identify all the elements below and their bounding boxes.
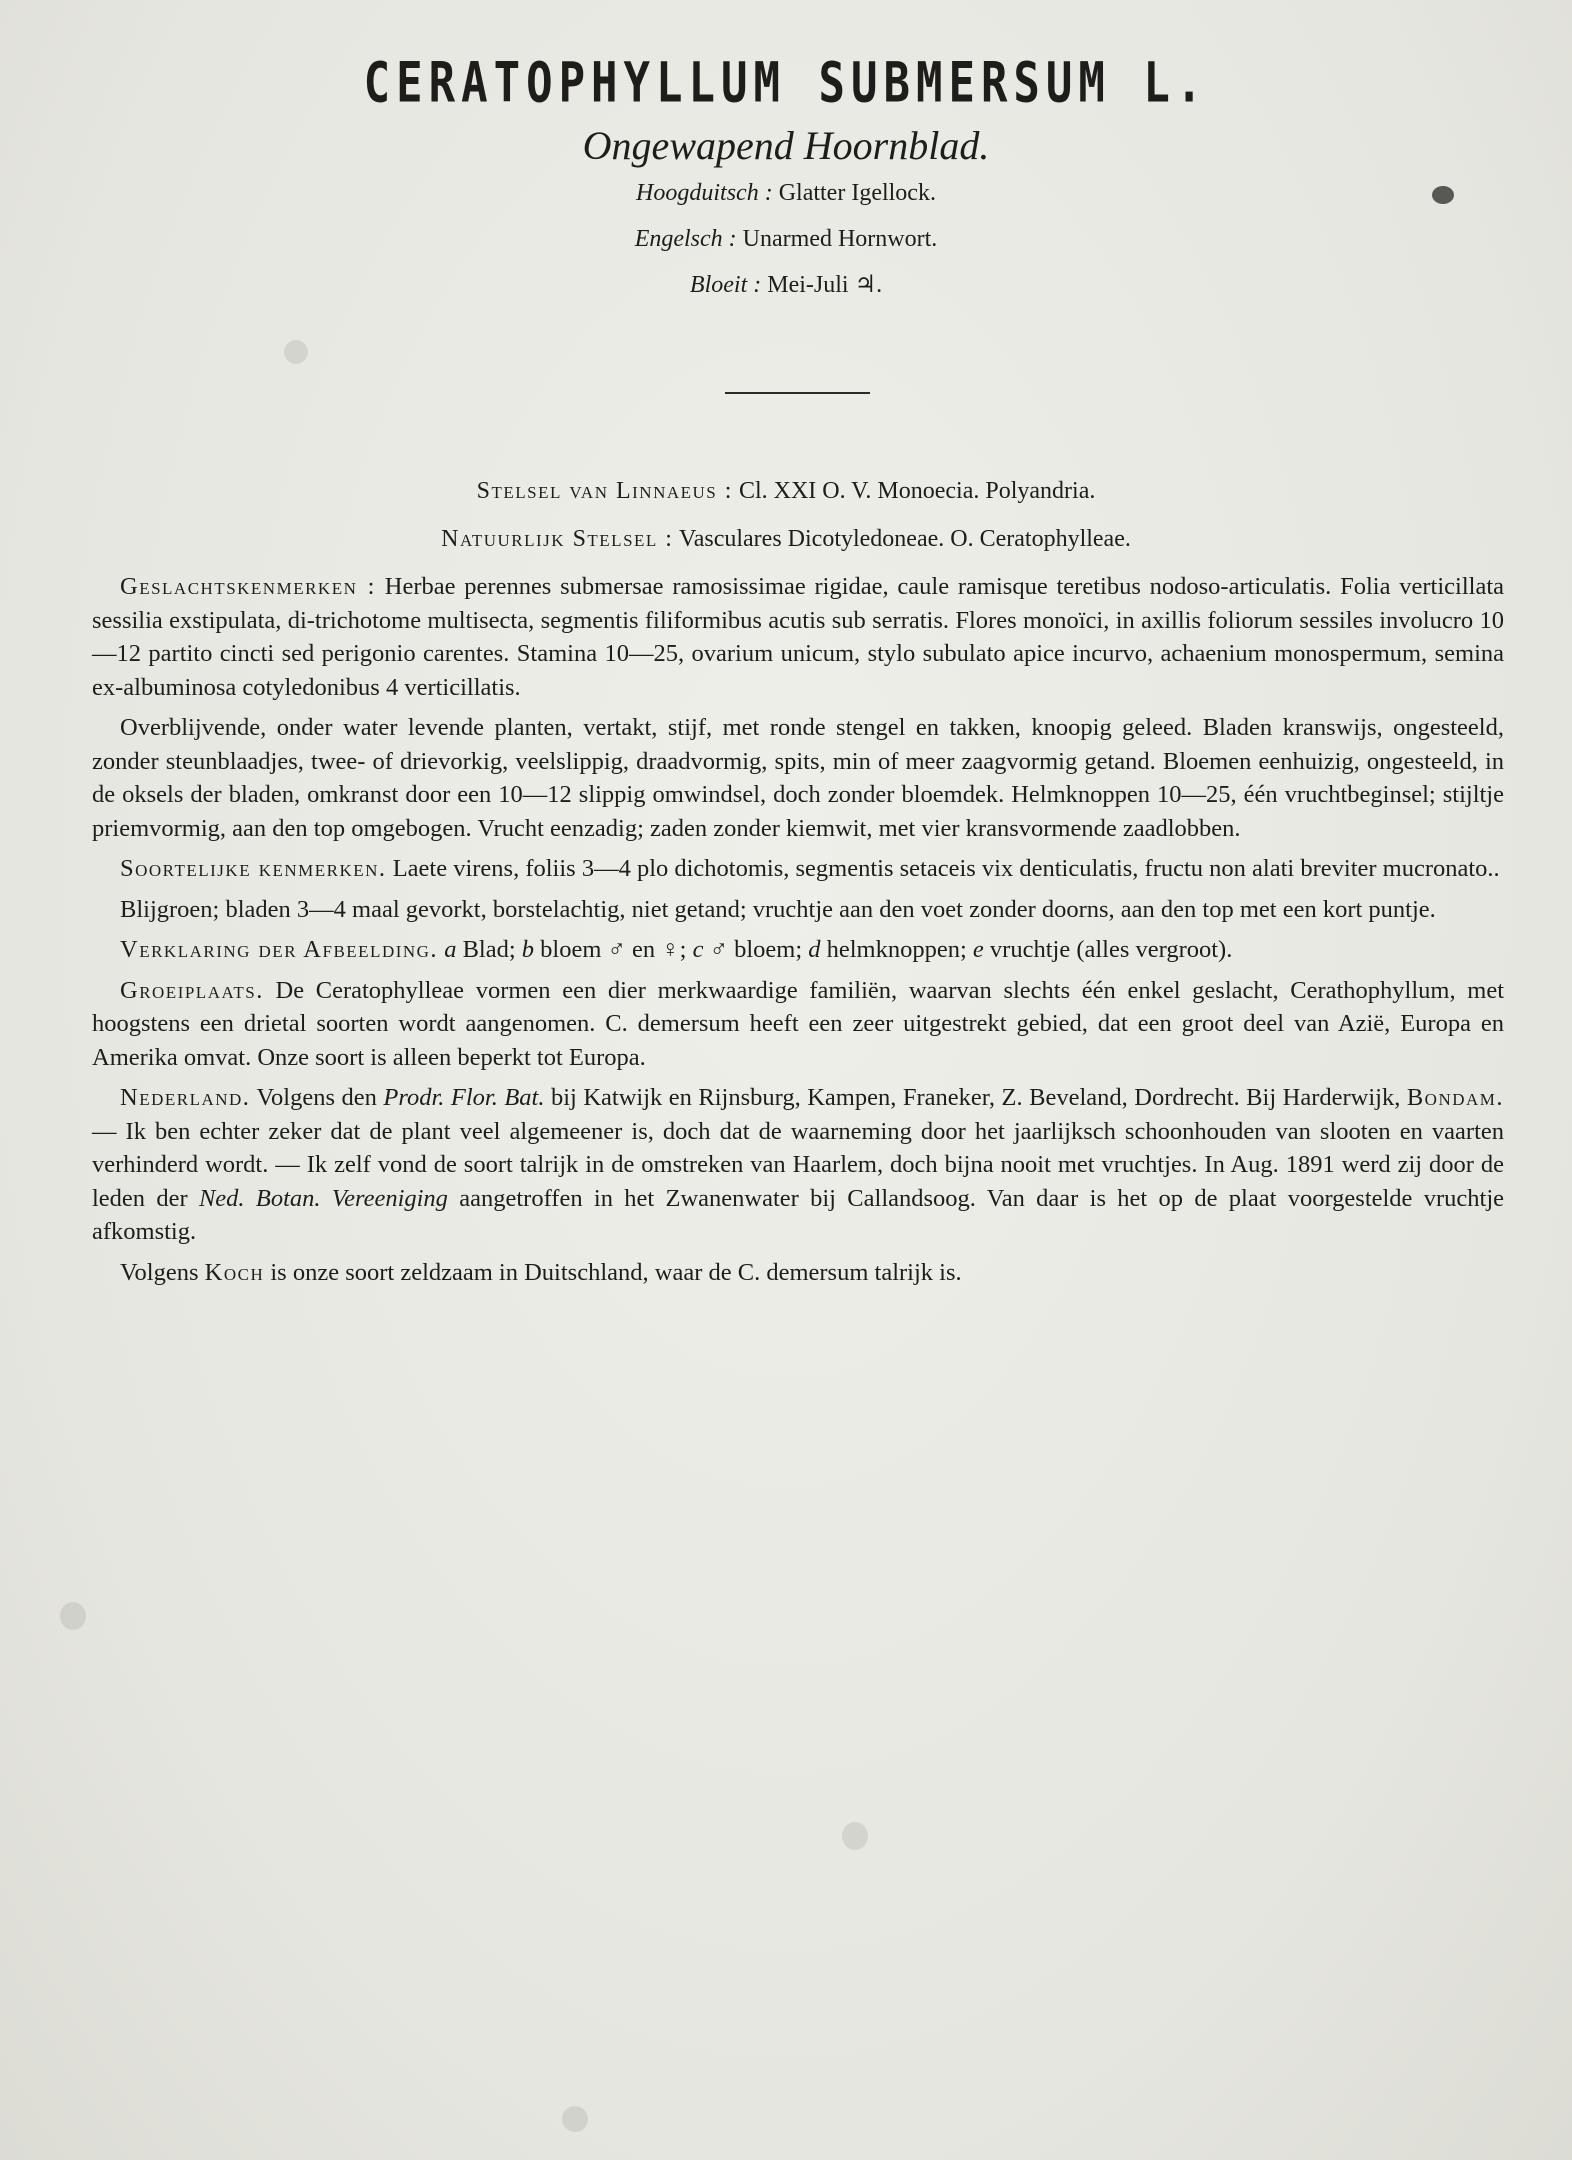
paper-stain — [60, 1602, 86, 1630]
natural-value: Vasculares Dicotyledoneae. O. Ceratophylleae. — [679, 526, 1131, 552]
natural-system — [0, 526, 1572, 553]
netherlands-text-1: Volgens den — [256, 1084, 377, 1111]
figure-text-c: ♂ bloem; — [709, 936, 803, 963]
figure-label: Verklaring der Afbeelding. — [120, 936, 439, 963]
linnaeus-system — [0, 478, 1572, 505]
bloom-value: Mei-Juli ♃. — [767, 272, 883, 298]
bloom-line — [0, 270, 1572, 299]
page-title: CERATOPHYLLUM SUBMERSUM L. — [363, 51, 1209, 116]
netherlands-text-4: aangetroffen in het Zwanenwater bij Callandsoog. Van daar is het op de plaat voorgestelde vruchtje afkomstig. — [92, 1184, 1505, 1245]
german-label: Hoogduitsch : — [636, 180, 773, 206]
figure-text-b: bloem ♂ en ♀; — [540, 936, 687, 963]
figure-key-d: d — [808, 936, 821, 963]
figure-key-b: b — [521, 936, 535, 963]
divider — [725, 392, 870, 394]
netherlands-text-2: bij Katwijk en Rijnsburg, Kampen, Franeker, Z. Beveland, Dordrecht. Bij Harderwijk, — [551, 1084, 1401, 1111]
english-label: Engelsch : — [634, 226, 737, 252]
habitat-text: De Ceratophylleae vormen een dier merkwaardige familiën, waarvan slechts één enkel geslacht, Cerathophyllum, met hoogstens een drietal soorten wordt aangenomen. C. demersum heeft een zeer uitgestrekt gebied, dat een groot deel van Azië, Europa en Amerika omvat. Onze soort is alleen beperkt tot Europa. — [92, 976, 1504, 1071]
paper-stain — [284, 340, 308, 364]
koch-paragraph — [92, 1256, 1504, 1290]
koch-name: Koch — [204, 1258, 265, 1286]
genus-dutch-paragraph: Overblijvende, onder water levende planten, vertakt, stijf, met ronde stengel en takken, knoopig geleed. Bladen kranswijs, ongesteeld, zonder steunblaadjes, twee- of drievorkig, veelslippig, draadvormig, spits, min of meer zaagvormig getand. Bloemen eenhuizig, ongesteeld, in de oksels der bladen, omkranst door een 10—12 slippig omwindsel, doch zonder bloemdek. Helmknoppen 10—25, één vruchtbeginsel; stijltje priemvormig, aan den top omgebogen. Vrucht eenzadig; zaden zonder kiemwit, met vier kransvormende zaadlobben. — [92, 714, 1504, 842]
koch-text-2: is onze soort zeldzaam in Duitschland, waar de C. demersum talrijk is. — [270, 1258, 962, 1286]
society-name: Ned. Botan. Vereeniging — [198, 1184, 448, 1212]
description-body — [92, 570, 1504, 1296]
german-value: Glatter Igellock. — [778, 180, 936, 206]
figure-text-e: vruchtje (alles vergroot). — [989, 936, 1233, 963]
habitat-label: Groeiplaats. — [120, 976, 264, 1004]
figure-key-e: e — [972, 936, 984, 963]
german-name-line — [0, 180, 1572, 207]
species-latin-paragraph — [92, 852, 1504, 886]
figure-key-a: a — [444, 936, 457, 963]
linnaeus-label: Stelsel van Linnaeus : — [476, 478, 733, 504]
figure-key-c: c — [692, 936, 704, 963]
paper-stain — [562, 2106, 588, 2132]
figure-explanation-paragraph — [92, 933, 1504, 967]
species-dutch-paragraph: Blijgroen; bladen 3—4 maal gevorkt, borstelachtig, niet getand; vruchtje aan den voet zonder doorns, aan den top met een kort puntje. — [120, 895, 1436, 923]
paper-stain — [842, 1822, 868, 1850]
netherlands-label: Nederland. — [120, 1084, 251, 1111]
genus-label: Geslachtskenmerken : — [120, 573, 376, 600]
species-latin-text: Laete virens, foliis 3—4 plo dichotomis, segmentis setaceis vix denticulatis, fructu non alati breviter mucronato.. — [392, 855, 1500, 882]
habitat-paragraph — [92, 974, 1504, 1075]
bloom-label: Bloeit : — [689, 272, 762, 298]
netherlands-text-3: — Ik ben echter zeker dat de plant veel algemeener is, doch dat de waarneming door het jaarlijksch schoonhouden van slooten en vaarten verhinderd wordt. — Ik zelf vond de soort talrijk in de omstreken van Haarlem, doch bijna nooit met vruchtjes. In Aug. 1891 werd zij door de leden der — [92, 1117, 1504, 1212]
linnaeus-value: Cl. XXI O. V. Monoecia. Polyandria. — [738, 478, 1096, 504]
figure-text-d: helmknoppen; — [826, 936, 967, 963]
english-value: Unarmed Hornwort. — [742, 226, 938, 252]
figure-text-a: Blad; — [462, 936, 516, 963]
prodromus-reference: Prodr. Flor. Bat. — [383, 1084, 545, 1111]
genus-latin-paragraph — [92, 570, 1504, 704]
koch-text-1: Volgens — [120, 1258, 199, 1286]
bondam-name: Bondam. — [1406, 1084, 1505, 1111]
page-subtitle: Ongewapend Hoornblad. — [582, 123, 990, 168]
natural-label: Natuurlijk Stelsel : — [441, 526, 674, 552]
species-label: Soortelijke kenmerken. — [120, 855, 387, 882]
english-name-line — [0, 226, 1572, 253]
netherlands-paragraph — [92, 1081, 1504, 1249]
genus-latin-text: Herbae perennes submersae ramosissimae rigidae, caule ramisque teretibus nodoso-articulatis. Folia verticillata sessilia exstipulata, di-trichotome multisecta, segmentis filiformibus acutis sub serratis. Flores monoïci, in axillis foliorum sessiles involucro 10—12 partito cincti sed perigonio carentes. Stamina 10—25, ovarium unicum, stylo subulato apice incurvo, achaenium monospermum, semina ex-albuminosa cotyledonibus 4 verticillatis. — [92, 573, 1505, 701]
